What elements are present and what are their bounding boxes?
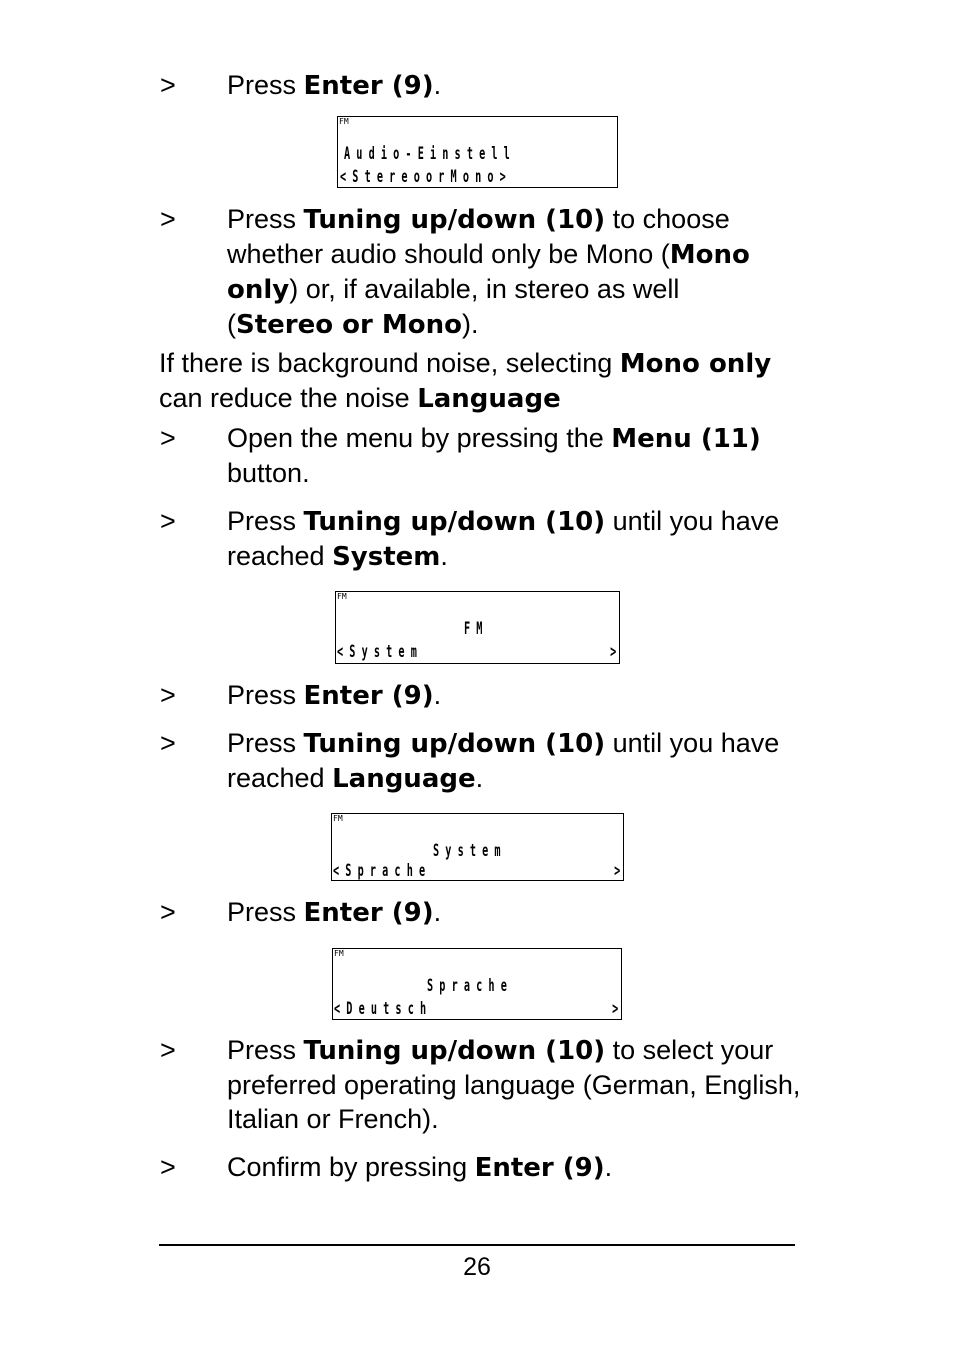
bullet: >: [160, 1035, 176, 1065]
lcd-display-system: [335, 591, 620, 664]
bullet: >: [160, 1152, 176, 1182]
fm-indicator: FM: [337, 592, 347, 601]
lcd-line-1: A u d i o - E i n s t e l l: [344, 144, 510, 164]
bullet: >: [160, 423, 176, 453]
arrow-right-icon: >: [613, 861, 620, 881]
page-number: 26: [463, 1253, 491, 1281]
lcd-line-2: < S t e r e o o r M o n o >: [340, 167, 506, 187]
step-text: Press Enter (9).: [227, 70, 442, 101]
step-text: Open the menu by pressing the Menu (11) button.: [227, 423, 761, 488]
lcd-display-sprache: [331, 813, 624, 881]
lcd-line-2: < D e u t s c h: [334, 999, 427, 1019]
bullet: >: [160, 728, 176, 758]
step-text: Confirm by pressing Enter (9).: [227, 1152, 613, 1183]
bullet: >: [160, 680, 176, 710]
arrow-right-icon: >: [609, 642, 616, 662]
lcd-line-2: < S p r a c h e: [333, 861, 426, 881]
fm-indicator: FM: [339, 117, 349, 126]
step-text: Press Tuning up/down (10) until you have reached Language.: [227, 728, 780, 794]
footer-divider: [159, 1244, 795, 1246]
step-text: Press Tuning up/down (10) to select your preferred operating language (German, English, Italian or French).: [227, 1035, 801, 1134]
lcd-line-1: F M: [464, 619, 483, 639]
bullet: >: [160, 506, 176, 536]
bullet: >: [160, 70, 176, 100]
step-text: Press Enter (9).: [227, 897, 442, 928]
fm-indicator: FM: [334, 949, 344, 958]
step-text: Press Tuning up/down (10) until you have reached System.: [227, 506, 780, 572]
bullet: >: [160, 897, 176, 927]
note-paragraph: If there is background noise, selecting Mono only can reduce the noise Language: [159, 348, 772, 414]
step-text: Press Tuning up/down (10) to choose whether audio should only be Mono (Mono only) or, if available, in stereo as well (Stereo or Mono).: [227, 204, 750, 340]
lcd-line-1: S p r a c h e: [427, 976, 507, 996]
lcd-display-audio-setting: [337, 116, 618, 188]
lcd-line-1: S y s t e m: [433, 841, 501, 861]
bullet: >: [160, 204, 176, 234]
fm-indicator: FM: [333, 814, 343, 823]
lcd-display-deutsch: [332, 948, 622, 1020]
arrow-right-icon: >: [611, 999, 618, 1019]
step-text: Press Enter (9).: [227, 680, 442, 711]
lcd-line-2: < S y s t e m: [337, 642, 417, 662]
